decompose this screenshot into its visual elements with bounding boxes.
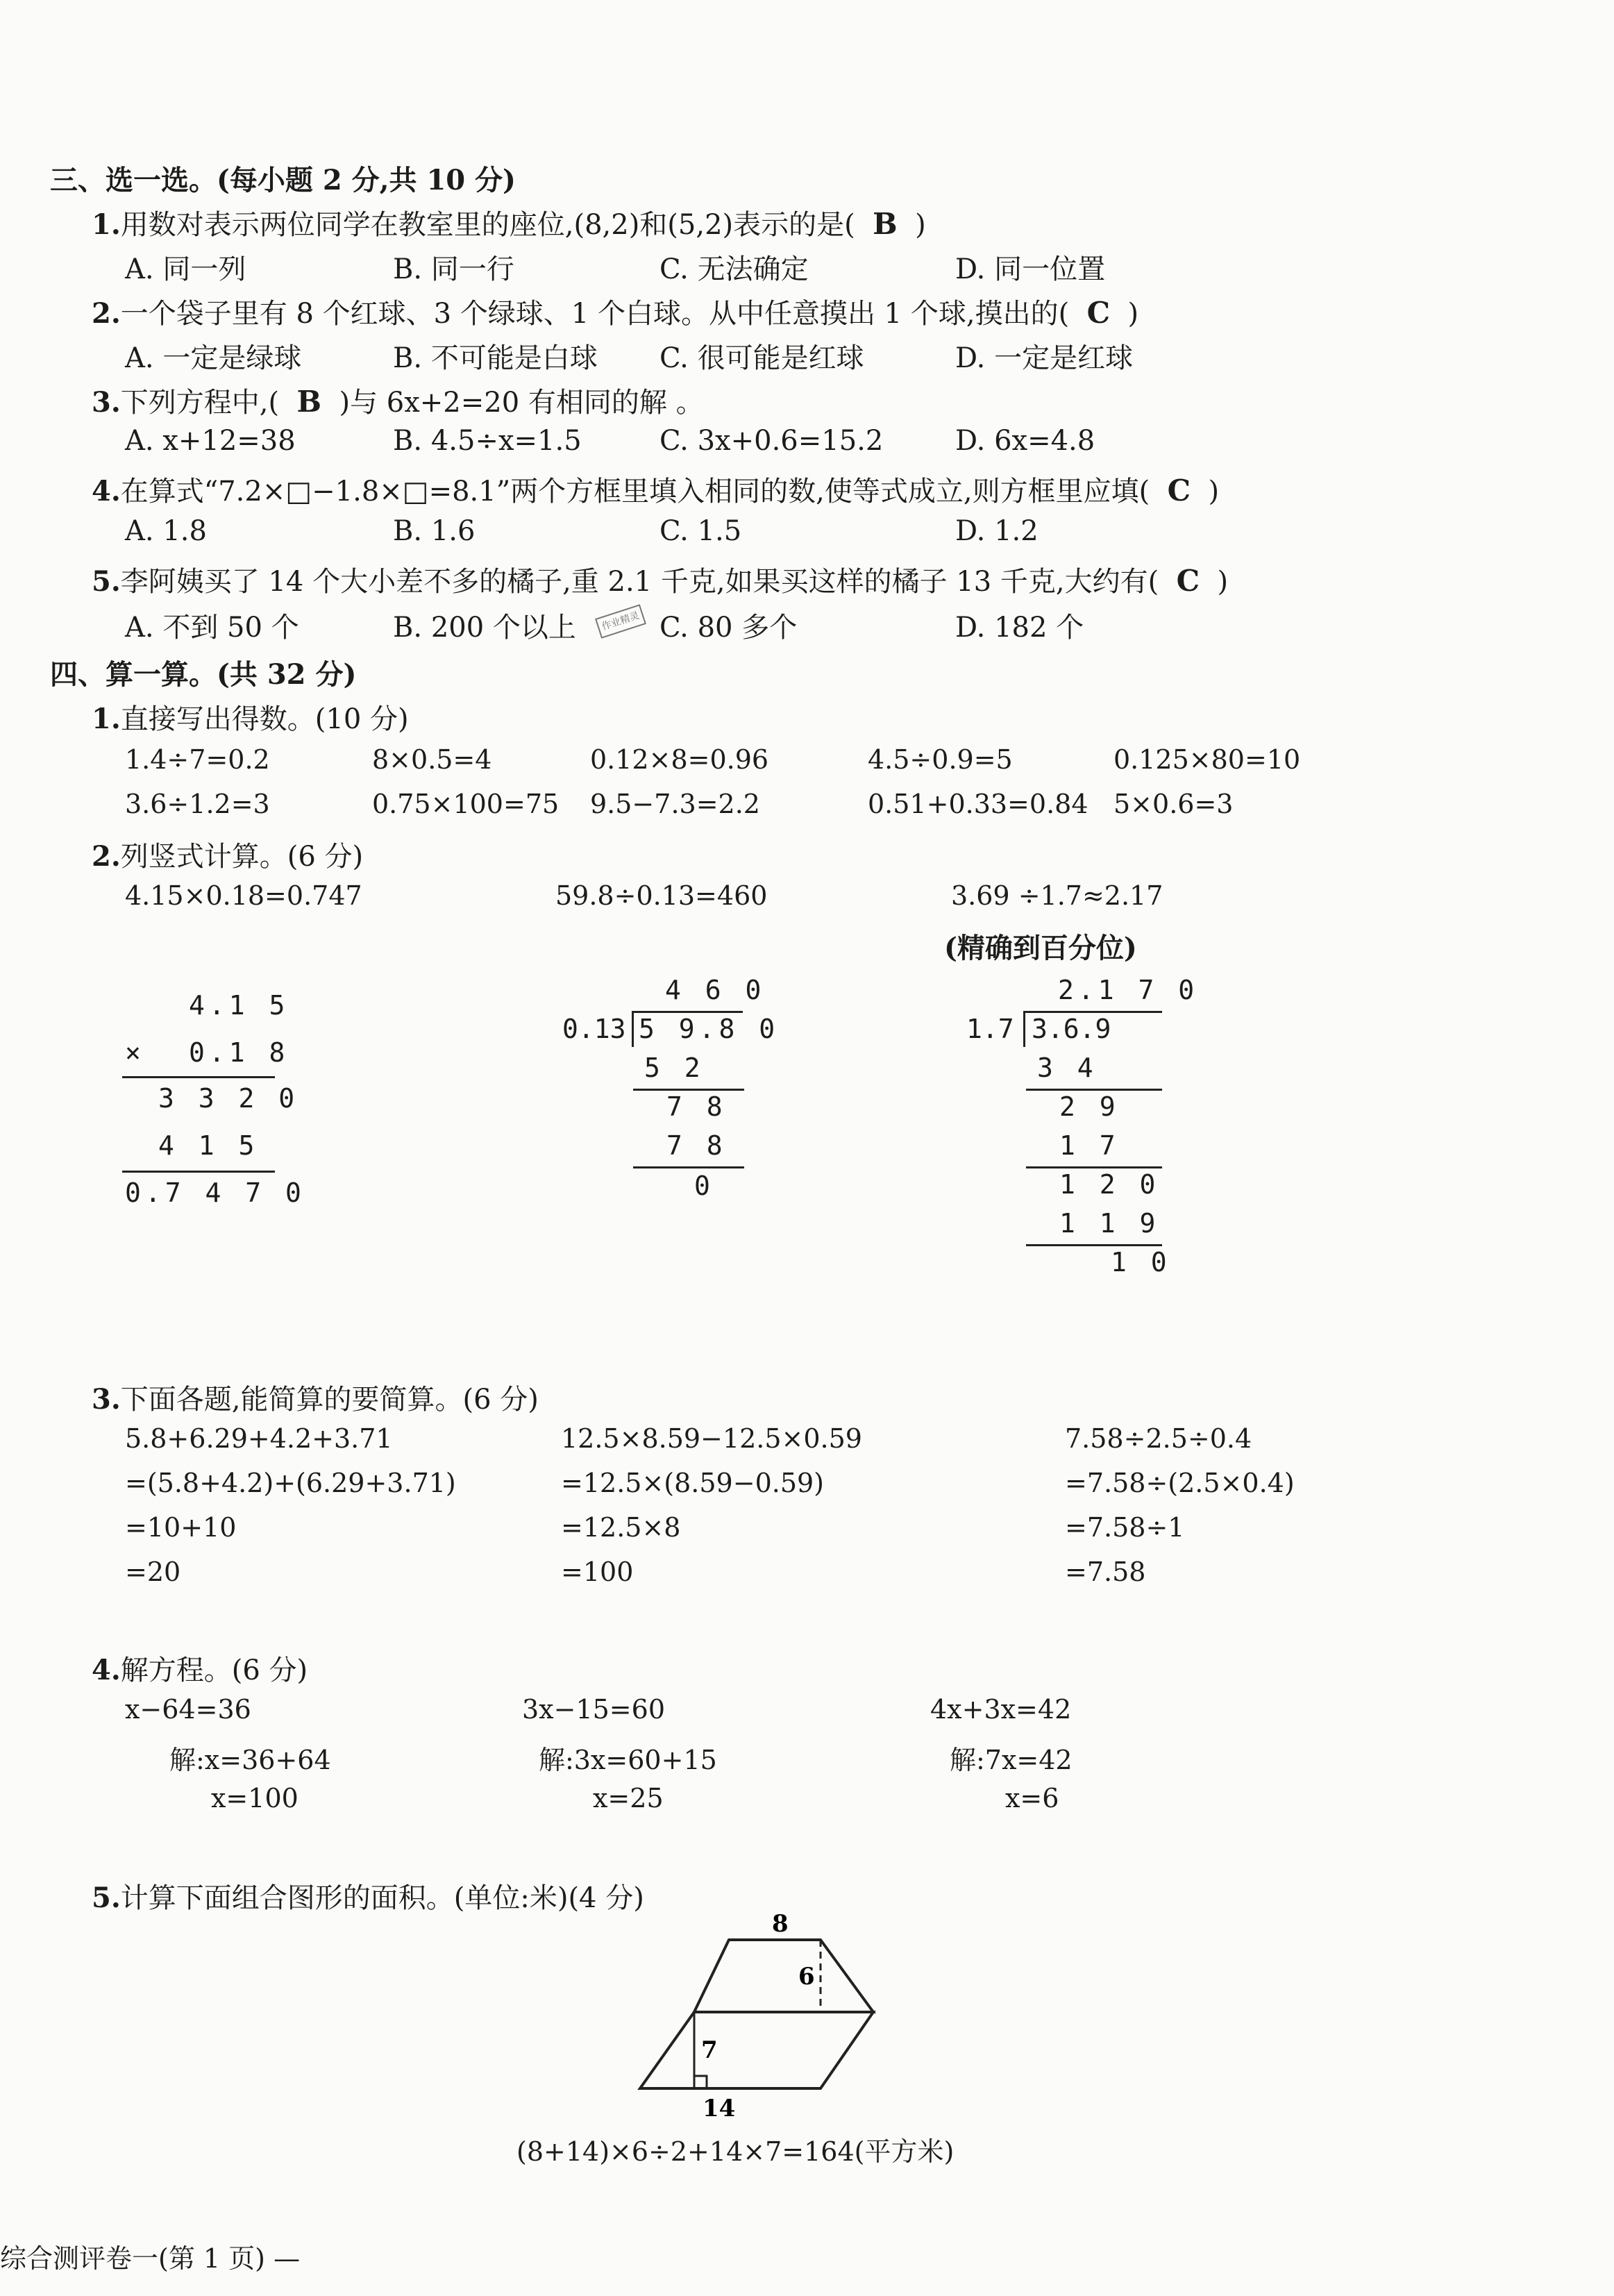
question-number: 2. — [92, 840, 121, 873]
question-number: 1. — [92, 703, 121, 735]
option-d: D. 一定是红球 — [955, 342, 1134, 374]
question-number: 1. — [92, 208, 121, 241]
option-a: A. 一定是绿球 — [125, 342, 302, 374]
division-quotient: 2.1 7 0 — [1058, 975, 1199, 1005]
rule-line — [633, 1166, 744, 1168]
vertical-problem: 4.15×0.18=0.747 — [125, 880, 362, 911]
subquestion-1-title — [92, 697, 409, 737]
question-text-end: )与 6x+2=20 有相同的解 。 — [339, 387, 704, 419]
oral-cell: 0.51+0.33=0.84 — [868, 789, 1088, 819]
equation-step: x=25 — [593, 1783, 664, 1813]
division-step: 1 1 9 — [1059, 1208, 1160, 1239]
question-text: 解方程。(6 分) — [120, 1654, 308, 1686]
division-step: 7 8 — [666, 1091, 727, 1122]
trapezoid-shape — [694, 1940, 873, 2012]
option-d: D. 1.2 — [955, 515, 1039, 547]
option-c: C. 3x+0.6=15.2 — [659, 425, 884, 457]
question-3 — [92, 380, 704, 420]
equation-step: 3x−15=60 — [522, 1694, 665, 1725]
option-a: A. x+12=38 — [125, 425, 296, 457]
answer: B — [873, 207, 898, 241]
simplify-step: =100 — [561, 1557, 634, 1587]
simplify-step: =12.5×8 — [561, 1512, 681, 1543]
option-b: B. 1.6 — [393, 515, 476, 547]
rounding-note: (精确到百分位) — [944, 932, 1137, 964]
answer: B — [296, 385, 322, 419]
equation-step: 解:3x=60+15 — [539, 1745, 717, 1775]
question-text: 用数对表示两位同学在教室里的座位,(8,2)和(5,2)表示的是( — [120, 209, 855, 241]
oral-cell: 3.6÷1.2=3 — [125, 789, 270, 819]
mult-line: 0.7 4 7 0 — [125, 1178, 305, 1208]
simplify-step: =7.58 — [1065, 1557, 1146, 1587]
division-bar — [1023, 1011, 1162, 1013]
answer: C — [1176, 564, 1200, 598]
division-bracket — [1023, 1011, 1025, 1047]
question-number: 5. — [92, 565, 121, 598]
answer: C — [1167, 474, 1191, 508]
division-bar — [632, 1011, 743, 1013]
rule-line — [1026, 1166, 1162, 1168]
option-b: B. 同一行 — [393, 253, 514, 285]
division-dividend: 3.6.9 — [1032, 1014, 1111, 1044]
section-3-title: 三、选一选。(每小题 2 分,共 10 分) — [50, 164, 516, 196]
label-upper-height: 6 — [798, 1963, 815, 1991]
vertical-problem: 3.69 ÷1.7≈2.17 — [951, 880, 1163, 911]
option-a: A. 不到 50 个 — [125, 612, 299, 644]
oral-cell: 5×0.6=3 — [1113, 789, 1234, 819]
division-step: 5 2 — [644, 1053, 705, 1083]
division-step: 0 — [694, 1171, 714, 1201]
question-text: 直接写出得数。(10 分) — [120, 703, 409, 735]
subquestion-5-title — [92, 1876, 644, 1916]
option-c: C. 很可能是红球 — [659, 342, 864, 374]
simplify-step: 5.8+6.29+4.2+3.71 — [125, 1423, 393, 1454]
question-4 — [92, 469, 1219, 509]
oral-cell: 9.5−7.3=2.2 — [590, 789, 760, 819]
answer: C — [1086, 296, 1111, 330]
equation-step: x−64=36 — [125, 1694, 251, 1725]
rule-line — [633, 1089, 744, 1091]
oral-cell: 4.5÷0.9=5 — [868, 744, 1013, 775]
option-b: B. 200 个以上 — [393, 612, 576, 644]
vertical-problem: 59.8÷0.13=460 — [555, 880, 768, 911]
question-number: 2. — [92, 297, 121, 330]
mult-line: 4 1 5 — [158, 1130, 259, 1161]
question-text: 计算下面组合图形的面积。(单位:米)(4 分) — [120, 1882, 644, 1914]
question-text: 一个袋子里有 8 个红球、3 个绿球、1 个白球。从中任意摸出 1 个球,摸出的( — [120, 298, 1070, 330]
option-c: C. 80 多个 — [659, 612, 798, 644]
equation-step: x=100 — [211, 1783, 299, 1813]
question-text: 李阿姨买了 14 个大小差不多的橘子,重 2.1 千克,如果买这样的橘子 13 千克,大约有( — [120, 566, 1159, 598]
oral-cell: 8×0.5=4 — [372, 744, 492, 775]
division-bracket — [632, 1011, 634, 1047]
question-number: 5. — [92, 1882, 121, 1914]
mult-line: 4.1 5 — [189, 990, 289, 1021]
question-text: 列竖式计算。(6 分) — [120, 841, 364, 873]
question-text: 在算式“7.2×□−1.8×□=8.1”两个方框里填入相同的数,使等式成立,则方框里应填( — [120, 476, 1150, 508]
rule-line — [122, 1171, 275, 1173]
mult-line: 0.1 8 — [189, 1037, 289, 1068]
label-top: 8 — [772, 1910, 789, 1938]
question-2 — [92, 292, 1138, 331]
question-1 — [92, 203, 926, 242]
right-angle-mark — [694, 2076, 707, 2088]
division-step: 3 4 — [1037, 1053, 1098, 1083]
question-text-end: ) — [1208, 476, 1220, 508]
oral-cell: 1.4÷7=0.2 — [125, 744, 270, 775]
option-b: B. 不可能是白球 — [393, 342, 598, 374]
question-text-end: ) — [1217, 566, 1229, 598]
option-d: D. 6x=4.8 — [955, 425, 1095, 457]
division-dividend: 5 9.8 0 — [639, 1014, 780, 1044]
simplify-step: =12.5×(8.59−0.59) — [561, 1468, 824, 1498]
option-d: D. 182 个 — [955, 612, 1084, 644]
question-text: 下面各题,能简算的要简算。(6 分) — [120, 1384, 539, 1416]
mult-operator: × — [125, 1037, 145, 1068]
rule-line — [122, 1076, 275, 1078]
option-a: A. 同一列 — [125, 253, 246, 285]
division-divisor: 0.13 — [562, 1014, 626, 1044]
question-5 — [92, 560, 1228, 599]
question-number: 4. — [92, 1654, 121, 1686]
parallelogram-shape — [640, 2012, 873, 2088]
simplify-step: =(5.8+4.2)+(6.29+3.71) — [125, 1468, 456, 1498]
question-number: 3. — [92, 386, 121, 419]
oral-cell: 0.12×8=0.96 — [590, 744, 769, 775]
simplify-step: =20 — [125, 1557, 181, 1587]
section-4-title: 四、算一算。(共 32 分) — [50, 658, 357, 691]
simplify-step: 12.5×8.59−12.5×0.59 — [561, 1423, 862, 1454]
mult-line: 3 3 2 0 — [158, 1083, 299, 1114]
subquestion-2-title — [92, 835, 363, 874]
option-b: B. 4.5÷x=1.5 — [393, 425, 582, 457]
subquestion-4-title — [92, 1648, 308, 1688]
equation-step: 解:x=36+64 — [169, 1745, 331, 1775]
watermark-stamp: 作业精灵 — [595, 604, 646, 639]
division-step: 1 0 — [1111, 1247, 1171, 1277]
division-step: 2 9 — [1059, 1091, 1120, 1122]
subquestion-3-title — [92, 1377, 539, 1417]
question-number: 3. — [92, 1383, 121, 1416]
question-number: 4. — [92, 475, 121, 508]
simplify-step: =7.58÷(2.5×0.4) — [1065, 1468, 1295, 1498]
division-step: 7 8 — [666, 1130, 727, 1161]
division-step: 1 7 — [1059, 1130, 1120, 1161]
division-step: 1 2 0 — [1059, 1169, 1160, 1200]
option-a: A. 1.8 — [125, 515, 207, 547]
simplify-step: =10+10 — [125, 1512, 237, 1543]
rule-line — [1026, 1244, 1162, 1246]
question-text: 下列方程中,( — [120, 387, 280, 419]
equation-step: 解:7x=42 — [950, 1745, 1073, 1775]
question-text-end: ) — [1127, 298, 1139, 330]
oral-cell: 0.75×100=75 — [372, 789, 560, 819]
question-text-end: ) — [915, 209, 926, 241]
division-divisor: 1.7 — [966, 1014, 1014, 1044]
division-quotient: 4 6 0 — [665, 975, 766, 1005]
label-lower-height: 7 — [701, 2036, 718, 2064]
option-d: D. 同一位置 — [955, 253, 1106, 285]
equation-step: x=6 — [1005, 1783, 1059, 1813]
page-footer: 综合测评卷一(第 1 页) — — [0, 2243, 301, 2274]
equation-step: 4x+3x=42 — [930, 1694, 1072, 1725]
option-c: C. 无法确定 — [659, 253, 809, 285]
option-c: C. 1.5 — [659, 515, 742, 547]
rule-line — [1026, 1089, 1162, 1091]
composite-figure — [625, 1909, 902, 2131]
simplify-step: 7.58÷2.5÷0.4 — [1065, 1423, 1252, 1454]
area-answer: (8+14)×6÷2+14×7=164(平方米) — [516, 2136, 955, 2167]
label-bottom: 14 — [703, 2095, 736, 2122]
simplify-step: =7.58÷1 — [1065, 1512, 1185, 1543]
oral-cell: 0.125×80=10 — [1113, 744, 1301, 775]
